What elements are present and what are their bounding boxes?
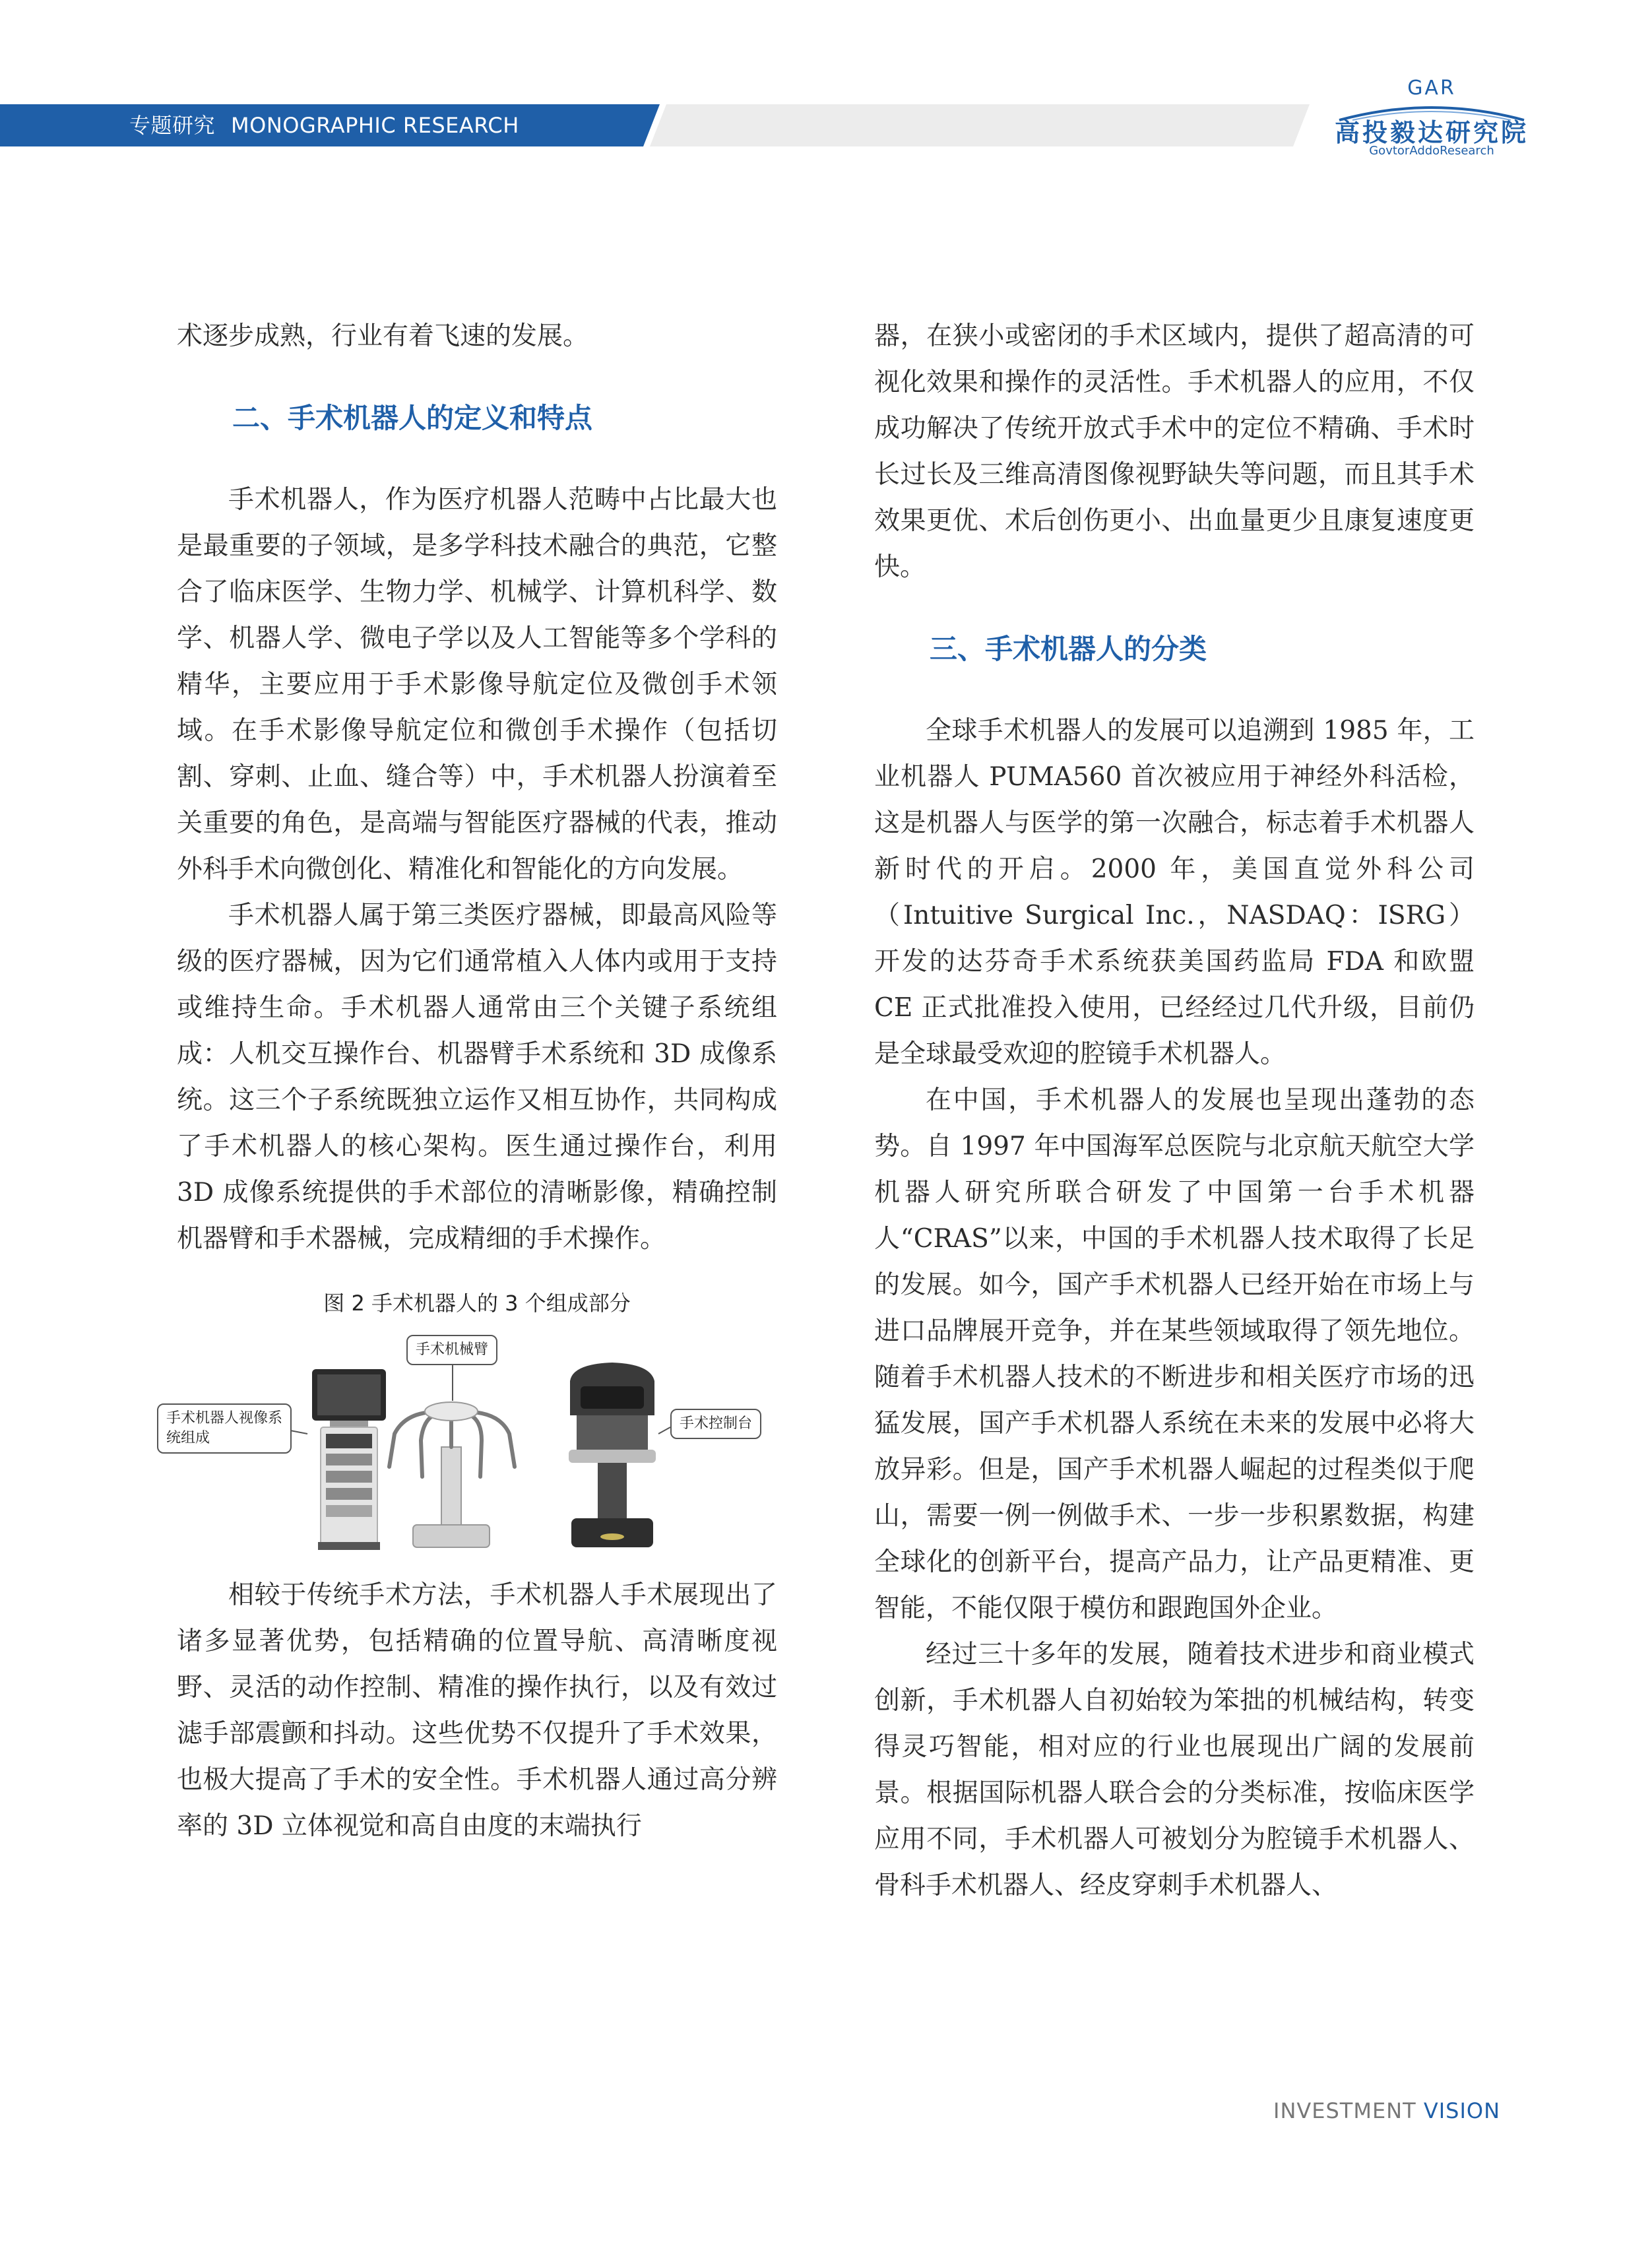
- paragraph: 全球手术机器人的发展可以追溯到 1985 年，工业机器人 PUMA560 首次被应用于神经外科活检，这是机器人与医学的第一次融合，标志着手术机器人新时代的开启。2000 年，美国直觉外科公司（Intuitive Surgical Inc.，NASDAQ：ISRG） 开发的达芬奇手术系统获美国药监局 FDA 和欧盟 CE 正式批准投入使用，已经经过几代升级，目前仍是全球最受欢迎的腔镜手术机器人。: [874, 716, 1475, 1069]
- section-heading-3: 三、手术机器人的分类: [930, 633, 1207, 665]
- paragraph: 经过三十多年的发展，随着技术进步和商业模式创新，手术机器人自初始较为笨拙的机械结构，转变得灵巧智能，相对应的行业也展现出广阔的发展前景。根据国际机器人联合会的分类标准，按临床医学应用不同，手术机器人可被划分为腔镜手术机器人、骨科手术机器人、经皮穿刺手术机器人、: [874, 1640, 1475, 1900]
- callout-vision-system: 手术机器人视像系统组成: [157, 1403, 292, 1454]
- right-column: [874, 313, 1475, 1909]
- figure-image: [166, 1335, 777, 1558]
- section-title: [129, 112, 519, 139]
- paragraph: 相较于传统手术方法，手术机器人手术展现出了诸多显著优势，包括精确的位置导航、高清晰度视野、灵活的动作控制、精准的操作执行，以及有效过滤手部震颤和抖动。这些优势不仅提升了手术效果，也极大提高了手术的安全性。手术机器人通过高分辨率的 3D 立体视觉和高自由度的末端执行: [177, 1580, 777, 1841]
- left-column: [166, 313, 777, 1850]
- paragraph: 手术机器人，作为医疗机器人范畴中占比最大也是最重要的子领域，是多学科技术融合的典范，它整合了临床医学、生物力学、机械学、计算机科学、数学、机器人学、微电子学以及人工智能等多个学科的精华，主要应用于手术影像导航定位及微创手术领域。在手术影像导航定位和微创手术操作（包括切割、穿刺、止血、缝合等）中，手术机器人扮演着至关重要的角色，是高端与智能医疗器械的代表，推动外科手术向微创化、精准化和智能化的方向发展。: [177, 485, 777, 884]
- robotic-arm-cart-icon: [389, 1402, 515, 1547]
- header-gray-band: [650, 104, 1310, 146]
- paragraph: 手术机器人属于第三类医疗器械，即最高风险等级的医疗器械，因为它们通常植入人体内或用于支持或维持生命。手术机器人通常由三个关键子系统组成：人机交互操作台、机器臂手术系统和 3D 成像系统。这三个子系统既独立运作又相互协作，共同构成了手术机器人的核心架构。医生通过操作台，利用 3D 成像系统提供的手术部位的清晰影像，精确控制机器臂和手术器械，完成精细的手术操作。: [177, 901, 777, 1254]
- paragraph: 器，在狭小或密闭的手术区域内，提供了超高清的可视化效果和操作的灵活性。手术机器人的应用，不仅成功解决了传统开放式手术中的定位不精确、手术时长过长及三维高清图像视野缺失等问题，而且其手术效果更优、术后创伤更小、出血量更少且康复速度更快。: [874, 321, 1475, 582]
- callout-control-console: 手术控制台: [670, 1409, 761, 1439]
- paragraph: 术逐步成熟，行业有着飞速的发展。: [177, 321, 589, 351]
- footer-vision: VISION: [1423, 2098, 1501, 2123]
- surgeon-console-icon: [569, 1363, 656, 1547]
- section-heading-2: 二、手术机器人的定义和特点: [232, 402, 593, 434]
- vision-cart-icon: [312, 1369, 386, 1550]
- paragraph: 在中国，手术机器人的发展也呈现出蓬勃的态势。自 1997 年中国海军总医院与北京航天航空大学机器人研究所联合研发了中国第一台手术机器人“CRAS”以来，中国的手术机器人技术取得了长足的发展。如今，国产手术机器人已经开始在市场上与进口品牌展开竞争，并在某些领域取得了领先地位。随着手术机器人技术的不断进步和相关医疗市场的迅猛发展，国产手术机器人系统在未来的发展中必将大放异彩。但是，国产手术机器人崛起的过程类似于爬山，需要一例一例做手术、一步一步积累数据，构建全球化的创新平台，提高产品力，让产品更精准、更智能，不能仅限于模仿和跟跑国外企业。: [874, 1085, 1475, 1623]
- footer-brand: [1273, 2098, 1500, 2123]
- section-title-cn: 专题研究: [129, 113, 216, 138]
- figure-2: [166, 1286, 777, 1558]
- figure-caption: 图 2 手术机器人的 3 个组成部分: [323, 1291, 631, 1316]
- footer-investment: INVESTMENT: [1273, 2098, 1416, 2123]
- logo-abbr: GAR: [1407, 77, 1456, 100]
- callout-robotic-arm: 手术机械臂: [406, 1335, 497, 1365]
- logo-name-cn: 高投毅达研究院: [1334, 118, 1529, 147]
- section-title-en: MONOGRAPHIC RESEARCH: [231, 113, 519, 138]
- logo-name-en: GovtorAddoResearch: [1369, 144, 1494, 158]
- publisher-logo: [1313, 74, 1550, 166]
